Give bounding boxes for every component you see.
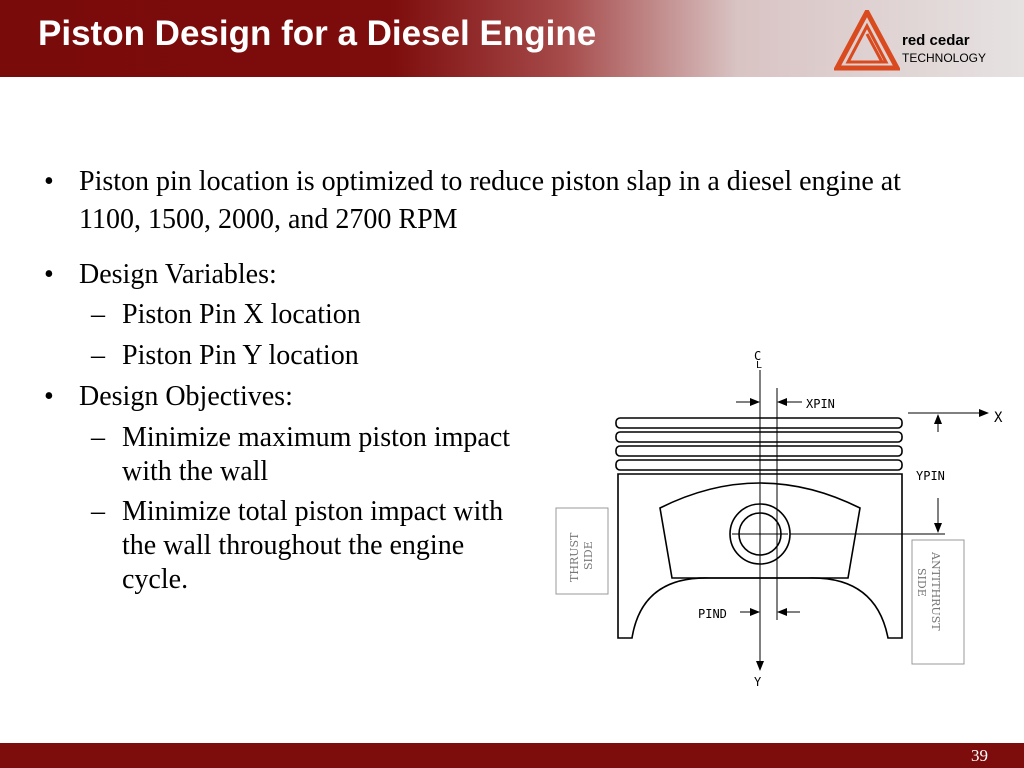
sub-mark: – (91, 422, 105, 453)
sub-text: Minimize maximum piston impact with the wall (122, 422, 511, 487)
logo-subtitle: TECHNOLOGY (902, 51, 987, 65)
bullet-item (0, 256, 600, 294)
piston-diagram (550, 340, 1024, 695)
sub-text: Piston Pin Y location (122, 340, 359, 371)
logo-triangle-icon (834, 10, 900, 72)
bullet-item (0, 378, 600, 416)
sub-mark: – (91, 299, 105, 330)
title-bar (0, 0, 1024, 77)
sub-text: Piston Pin X location (122, 299, 361, 330)
footer-bar (0, 743, 1024, 768)
x-axis-label: X (994, 410, 1003, 426)
page-number: 39 (971, 746, 988, 765)
sub-mark: – (91, 340, 105, 371)
pind-label: PIND (698, 607, 727, 621)
bullet-mark: • (44, 381, 54, 412)
ypin-label: YPIN (916, 469, 945, 483)
thrust-label: THRUST (568, 532, 581, 582)
sub-item (0, 339, 600, 373)
antithrust-side-label: SIDE (915, 568, 928, 597)
antithrust-label: ANTITHRUST (929, 552, 942, 631)
sub-item (0, 421, 600, 491)
bullet-text: Design Objectives: (79, 381, 293, 412)
sub-mark: – (91, 496, 105, 527)
bullet-mark: • (44, 166, 54, 197)
company-logo (834, 10, 994, 72)
logo-name: red cedar (902, 32, 970, 49)
xpin-label: XPIN (806, 397, 835, 411)
sub-text: Minimize total piston impact with the wall throughout the engine cycle. (122, 496, 504, 595)
bullet-mark: • (44, 259, 54, 290)
thrust-side-label: SIDE (582, 541, 595, 570)
sub-item (0, 298, 600, 332)
centerline-sub-label: L (756, 360, 763, 371)
bullet-text: Piston pin location is optimized to reduce piston slap in a diesel engine at 1100, 1500, 2000, and 2700 RPM (79, 166, 901, 235)
bullet-item (0, 163, 1000, 243)
sub-item (0, 495, 600, 599)
y-axis-label: Y (754, 675, 762, 689)
centerline-label: C (754, 349, 762, 363)
slide-title: Piston Design for a Diesel Engine (38, 14, 597, 53)
bullet-text: Design Variables: (79, 259, 277, 290)
